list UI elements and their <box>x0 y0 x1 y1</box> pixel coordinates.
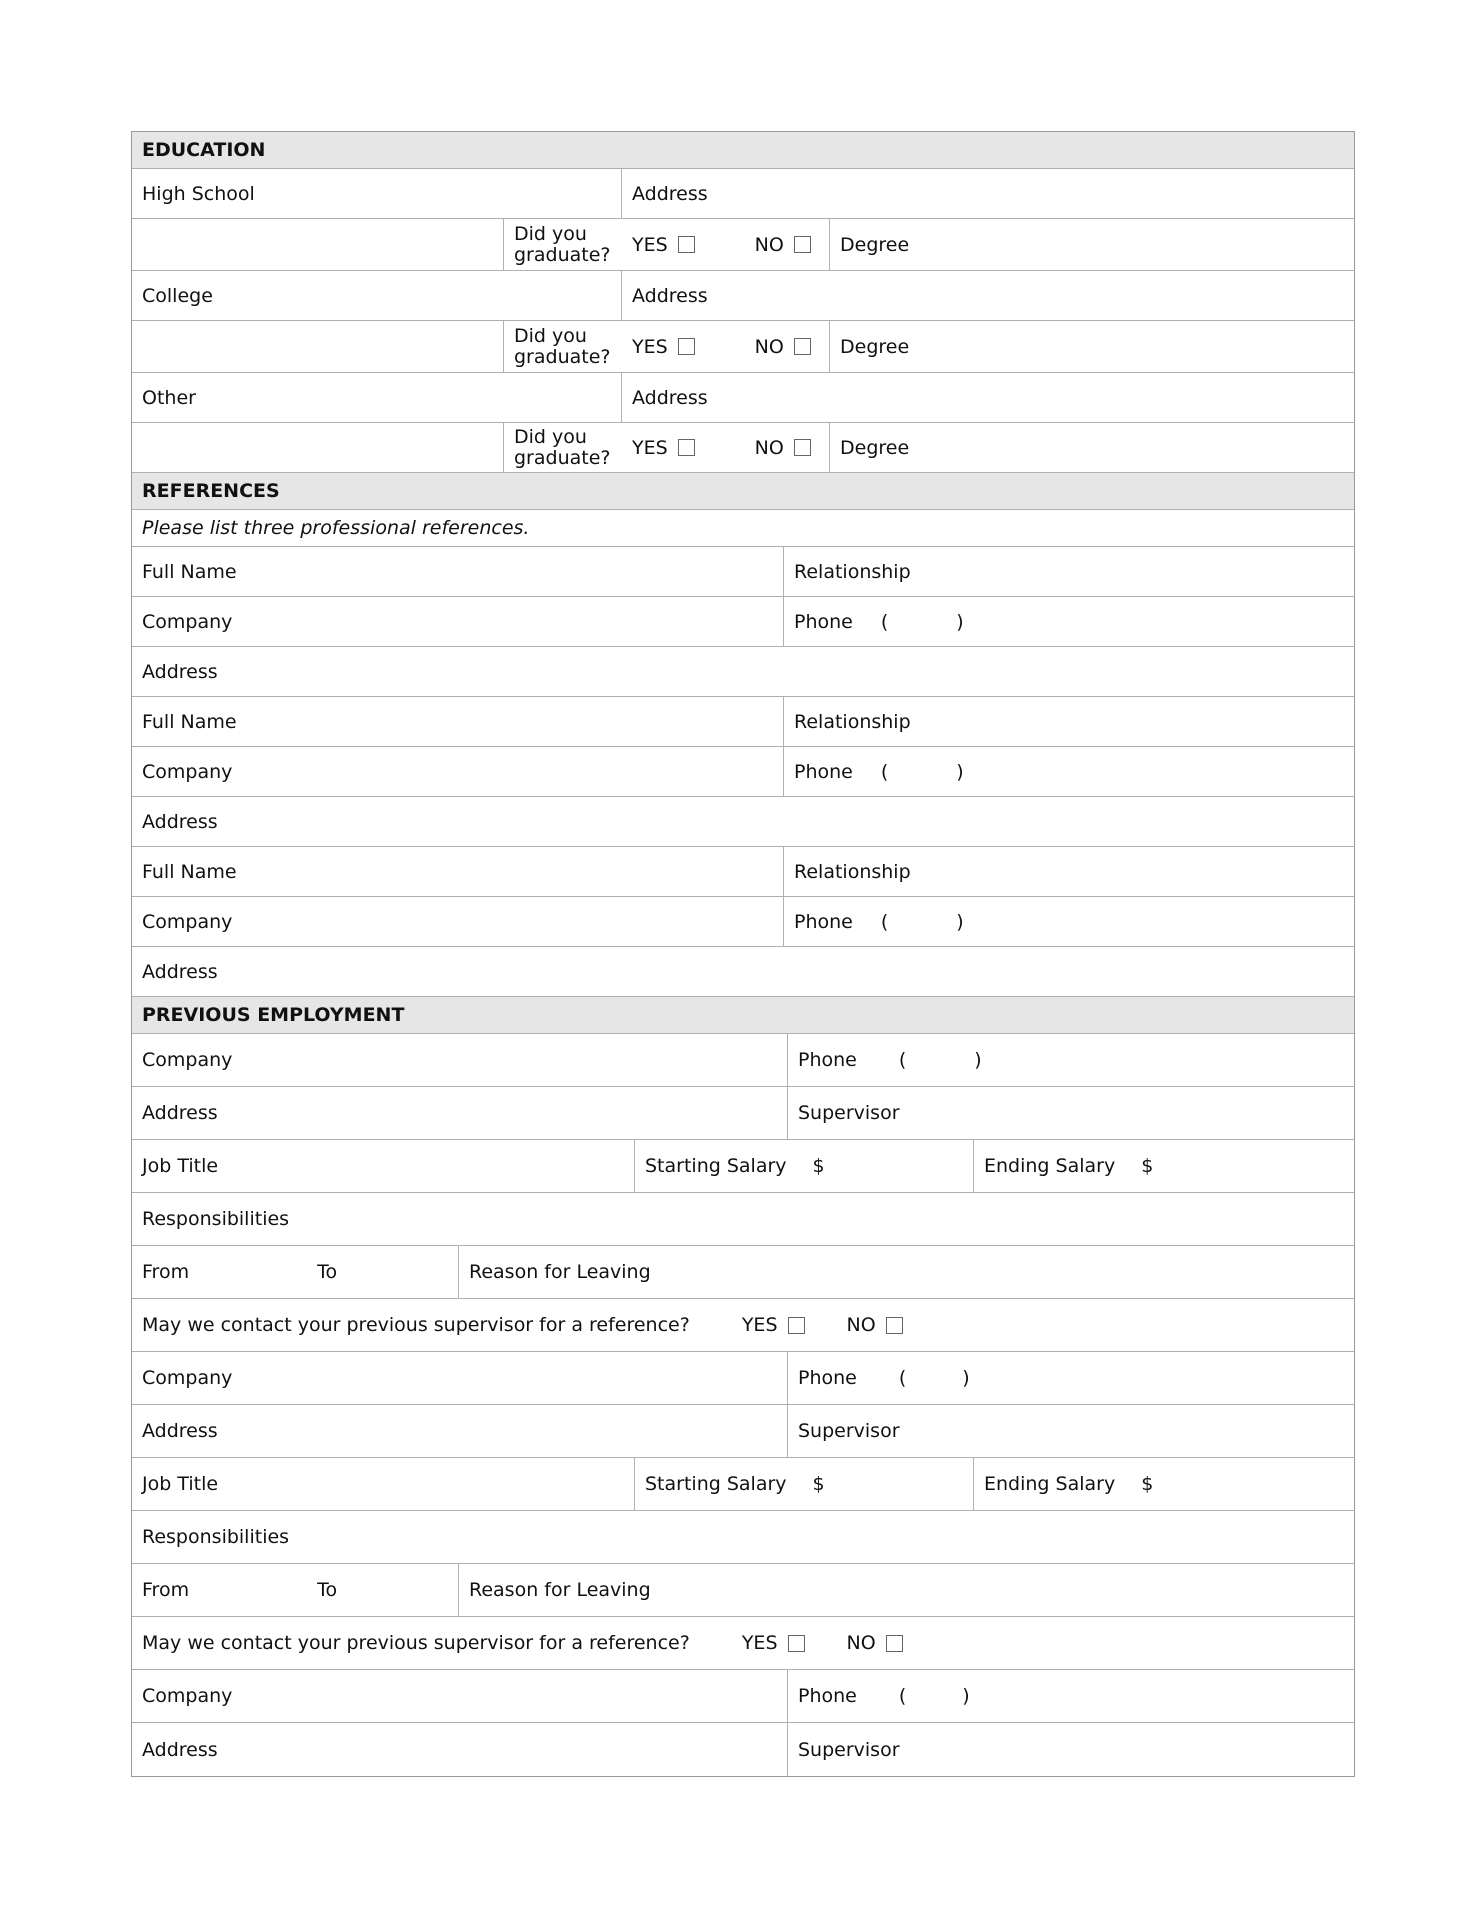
full-name-field[interactable]: Full Name <box>132 847 784 896</box>
employment-row <box>132 1670 1354 1723</box>
company-field[interactable]: Company <box>132 747 784 796</box>
employment-row <box>132 1458 1354 1511</box>
application-form <box>131 131 1355 1777</box>
reference-row <box>132 897 1354 947</box>
yes-checkbox[interactable] <box>678 236 695 253</box>
phone-field[interactable]: Phone ( ) <box>798 1685 970 1707</box>
address-field[interactable]: Address <box>132 1405 788 1457</box>
starting-salary-field[interactable]: Starting Salary $ <box>635 1140 974 1192</box>
degree-field[interactable]: Degree <box>840 436 910 459</box>
address-field[interactable]: Address <box>142 660 218 683</box>
address-field[interactable]: Address <box>132 1723 788 1776</box>
reference-row <box>132 947 1354 997</box>
other-address-field[interactable]: Address <box>632 386 708 409</box>
school-row <box>132 271 1354 321</box>
job-title-field[interactable]: Job Title <box>132 1458 635 1510</box>
phone-field[interactable]: Phone ( ) <box>798 1049 982 1071</box>
relationship-field[interactable]: Relationship <box>794 860 911 883</box>
from-to-field[interactable]: From To <box>132 1564 459 1616</box>
address-field[interactable]: Address <box>142 960 218 983</box>
high-school-address-field[interactable]: Address <box>632 182 708 205</box>
reference-row <box>132 747 1354 797</box>
relationship-field[interactable]: Relationship <box>794 560 911 583</box>
employment-row <box>132 1246 1354 1299</box>
employment-row <box>132 1723 1354 1776</box>
reference-row <box>132 647 1354 697</box>
ending-salary-field[interactable]: Ending Salary $ <box>984 1155 1154 1177</box>
phone-field[interactable]: Phone ( ) <box>794 760 964 783</box>
company-field[interactable]: Company <box>132 1034 788 1086</box>
graduate-row <box>132 321 1354 373</box>
employment-row <box>132 1034 1354 1087</box>
from-to-field[interactable]: From To <box>132 1246 459 1298</box>
employment-header <box>132 997 1354 1034</box>
phone-field[interactable]: Phone ( ) <box>794 610 964 633</box>
reason-for-leaving-field[interactable]: Reason for Leaving <box>469 1261 651 1283</box>
school-row <box>132 169 1354 219</box>
reason-for-leaving-field[interactable]: Reason for Leaving <box>469 1579 651 1601</box>
relationship-field[interactable]: Relationship <box>794 710 911 733</box>
address-field[interactable]: Address <box>132 1087 788 1139</box>
full-name-field[interactable]: Full Name <box>132 697 784 746</box>
graduate-question: Did you graduate? <box>514 222 611 266</box>
no-checkbox[interactable] <box>886 1317 903 1334</box>
employment-row <box>132 1299 1354 1352</box>
employment-row <box>132 1405 1354 1458</box>
degree-field[interactable]: Degree <box>840 335 910 358</box>
school-row <box>132 373 1354 423</box>
employment-row <box>132 1617 1354 1670</box>
employment-row <box>132 1564 1354 1617</box>
supervisor-field[interactable]: Supervisor <box>798 1420 900 1442</box>
address-field[interactable]: Address <box>142 810 218 833</box>
blank-cell <box>132 219 504 270</box>
education-header <box>132 132 1354 169</box>
employment-row <box>132 1511 1354 1564</box>
section-title: REFERENCES <box>142 480 280 502</box>
blank-cell <box>132 321 504 372</box>
graduate-options: YES NO <box>622 219 830 270</box>
no-checkbox[interactable] <box>794 236 811 253</box>
reference-row <box>132 697 1354 747</box>
contact-supervisor-row: May we contact your previous supervisor for a reference? YES NO <box>132 1299 1354 1351</box>
employment-row <box>132 1352 1354 1405</box>
section-title: PREVIOUS EMPLOYMENT <box>142 1004 405 1026</box>
ending-salary-field[interactable]: Ending Salary $ <box>984 1473 1154 1495</box>
yes-checkbox[interactable] <box>788 1317 805 1334</box>
high-school-field[interactable]: High School <box>132 169 622 218</box>
responsibilities-field[interactable]: Responsibilities <box>142 1208 290 1230</box>
responsibilities-field[interactable]: Responsibilities <box>142 1526 290 1548</box>
reference-row <box>132 597 1354 647</box>
employment-row <box>132 1087 1354 1140</box>
graduate-options: YES NO <box>622 321 830 372</box>
reference-row <box>132 847 1354 897</box>
no-checkbox[interactable] <box>886 1635 903 1652</box>
other-school-field[interactable]: Other <box>132 373 622 422</box>
phone-field[interactable]: Phone ( ) <box>798 1367 970 1389</box>
college-field[interactable]: College <box>132 271 622 320</box>
references-note-row <box>132 510 1354 547</box>
company-field[interactable]: Company <box>132 1352 788 1404</box>
graduate-question: Did you graduate? <box>514 425 611 469</box>
graduate-question: Did you graduate? <box>514 324 611 368</box>
reference-row <box>132 547 1354 597</box>
yes-checkbox[interactable] <box>678 439 695 456</box>
references-header <box>132 473 1354 510</box>
section-title: EDUCATION <box>142 139 266 161</box>
blank-cell <box>132 423 504 472</box>
job-title-field[interactable]: Job Title <box>132 1140 635 1192</box>
college-address-field[interactable]: Address <box>632 284 708 307</box>
graduate-row <box>132 219 1354 271</box>
graduate-options: YES NO <box>622 423 830 472</box>
yes-checkbox[interactable] <box>678 338 695 355</box>
employment-row <box>132 1193 1354 1246</box>
full-name-field[interactable]: Full Name <box>132 547 784 596</box>
company-field[interactable]: Company <box>132 597 784 646</box>
degree-field[interactable]: Degree <box>840 233 910 256</box>
company-field[interactable]: Company <box>132 897 784 946</box>
phone-field[interactable]: Phone ( ) <box>794 910 964 933</box>
no-checkbox[interactable] <box>794 439 811 456</box>
starting-salary-field[interactable]: Starting Salary $ <box>635 1458 974 1510</box>
employment-row <box>132 1140 1354 1193</box>
company-field[interactable]: Company <box>132 1670 788 1722</box>
supervisor-field[interactable]: Supervisor <box>798 1738 900 1761</box>
references-note: Please list three professional references. <box>142 517 530 539</box>
graduate-row <box>132 423 1354 473</box>
supervisor-field[interactable]: Supervisor <box>798 1102 900 1124</box>
contact-supervisor-row: May we contact your previous supervisor for a reference? YES NO <box>132 1617 1354 1669</box>
no-checkbox[interactable] <box>794 338 811 355</box>
yes-checkbox[interactable] <box>788 1635 805 1652</box>
reference-row <box>132 797 1354 847</box>
